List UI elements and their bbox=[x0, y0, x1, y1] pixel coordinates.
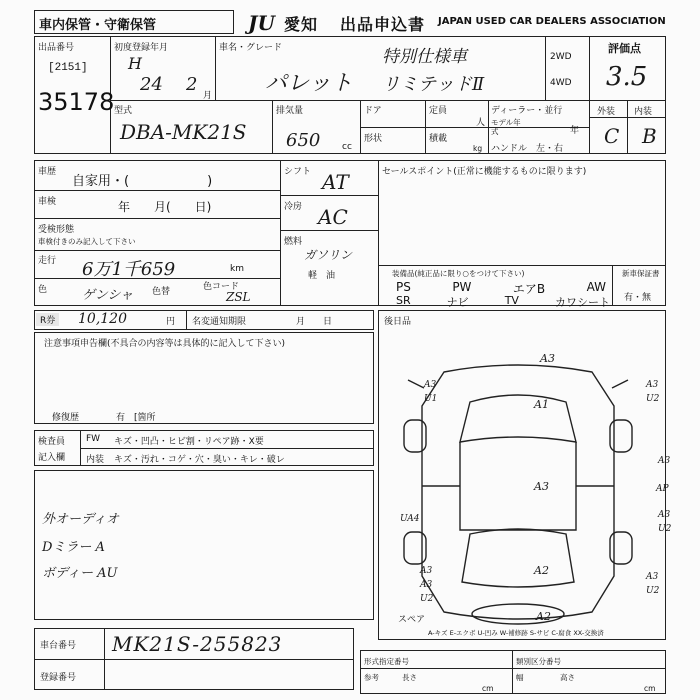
ac-value: AC bbox=[318, 205, 348, 229]
mark-rr-u2: U2 bbox=[646, 586, 660, 596]
registration-year: 24 bbox=[140, 74, 163, 95]
mark-r-a3: A3 bbox=[658, 456, 671, 466]
mark-rl2-a3: A3 bbox=[420, 580, 433, 590]
equip-seat: カワシート bbox=[554, 296, 610, 309]
remark-2: Dミラー A bbox=[42, 540, 105, 555]
r-ticket-value: 10,120 bbox=[78, 311, 127, 327]
drive-4wd: 4WD bbox=[550, 78, 572, 88]
shape-label: 形状 bbox=[364, 134, 383, 144]
registration-label: 初度登録年月 bbox=[114, 43, 169, 53]
displacement-unit: cc bbox=[342, 142, 352, 152]
model-name: パレット bbox=[265, 71, 353, 96]
mark-bumper-a2: A2 bbox=[536, 610, 551, 623]
model-grade-1: 特別仕様車 bbox=[382, 47, 467, 67]
mark-roof-a3: A3 bbox=[534, 480, 549, 493]
spare-label: スペア bbox=[398, 615, 426, 625]
inspection-value: 年 月( 日) bbox=[118, 200, 212, 214]
load-unit: kg bbox=[473, 144, 483, 153]
mileage-value: 6万1千659 bbox=[82, 259, 176, 280]
equipment-row-2 bbox=[396, 294, 610, 310]
mark-fl-u1: U1 bbox=[424, 394, 438, 404]
model-change-label: 形式指定番号 bbox=[364, 657, 409, 666]
grade-exterior-label: 外装 bbox=[597, 107, 616, 117]
mark-r2-a3: A3 bbox=[658, 510, 671, 520]
lot-number: 35178 bbox=[38, 88, 115, 116]
type-label: 型式 bbox=[114, 106, 133, 116]
grade-label: 評価点 bbox=[608, 42, 641, 55]
remark-3: ボディー AU bbox=[42, 566, 118, 581]
grade-score: 3.5 bbox=[606, 62, 648, 92]
remark-1: 外オーディオ bbox=[42, 512, 119, 527]
equip-navi: ナビ bbox=[446, 296, 469, 309]
color-label: 色 bbox=[38, 285, 48, 295]
warranty-label: 新車保証書 bbox=[622, 269, 660, 278]
handle-label: ハンドル 左・右 bbox=[491, 144, 564, 154]
r-ticket-label: R券 bbox=[36, 313, 59, 326]
due-value: 月 日 bbox=[296, 317, 333, 327]
height-label: 高さ bbox=[560, 673, 575, 682]
recv-note: 車検付きのみ記入して下さい bbox=[38, 237, 136, 246]
mark-fr-u2: U2 bbox=[646, 394, 660, 404]
color-code-label: 色コード bbox=[203, 282, 240, 292]
mark-front-a3: A3 bbox=[540, 352, 555, 365]
recv-label: 受検形態 bbox=[38, 225, 75, 235]
model-grade-2: リミテッドⅡ bbox=[382, 74, 485, 95]
drive-2wd: 2WD bbox=[550, 52, 572, 62]
history-value: 自家用・( ) bbox=[72, 174, 213, 189]
mark-r-ap: AP bbox=[656, 484, 669, 494]
inspector-label-1: 検査員 bbox=[38, 437, 66, 447]
inspection-label: 車検 bbox=[38, 197, 57, 207]
registration-era: H bbox=[128, 54, 142, 73]
grade-exterior: C bbox=[604, 124, 620, 148]
equip-tv: TV bbox=[504, 294, 519, 307]
fw-label: FW bbox=[86, 434, 101, 444]
mark-rr-a3: A3 bbox=[646, 572, 659, 582]
repair-value: 有 [箇所 bbox=[116, 413, 156, 423]
ac-label: 冷房 bbox=[284, 202, 303, 212]
type-value: DBA-MK21S bbox=[120, 120, 247, 144]
repaint-label: 色替 bbox=[152, 287, 171, 297]
dealer-label: ディーラー・並行 bbox=[491, 106, 563, 116]
damage-legend: A-キズ E-エクボ U-凹み W-補修跡 S-サビ C-腐食 XX-交換済 bbox=[428, 629, 604, 637]
grade-interior-label: 内装 bbox=[634, 107, 653, 117]
storage-tag-box bbox=[34, 10, 234, 34]
english-title: JAPAN USED CAR DEALERS ASSOCIATION bbox=[438, 16, 666, 27]
equipment-label: 装備品(純正品に限り○をつけて下さい) bbox=[392, 269, 525, 278]
grade-interior: B bbox=[642, 124, 657, 148]
mark-rear-a2: A2 bbox=[534, 564, 549, 577]
car-diagram bbox=[378, 310, 666, 640]
ju-logo: JU bbox=[248, 11, 275, 35]
mark-rl2-u2: U2 bbox=[420, 594, 434, 604]
fuel-label: 燃料 bbox=[284, 237, 303, 247]
mark-fl-a3: A3 bbox=[424, 380, 437, 390]
load-label: 積載 bbox=[429, 134, 448, 144]
history-label: 車歴 bbox=[38, 167, 57, 177]
equip-airbag: エアB bbox=[512, 282, 546, 296]
mark-l-ua4: UA4 bbox=[400, 514, 420, 524]
car-outline bbox=[404, 365, 632, 624]
cm-2: cm bbox=[644, 684, 656, 693]
mark-hood-a1: A1 bbox=[534, 398, 549, 411]
equip-aw: AW bbox=[586, 280, 606, 294]
mark-r2-u2: U2 bbox=[658, 524, 672, 534]
width-label: 幅 bbox=[516, 673, 524, 682]
lot-sub-number: [2151] bbox=[48, 62, 88, 74]
model-label: 車名・グレード bbox=[219, 43, 283, 53]
color-value: ゲンシャ bbox=[82, 288, 134, 303]
registration-number-label: 登録番号 bbox=[40, 673, 77, 683]
class-label: 類別区分番号 bbox=[516, 657, 561, 666]
interior-label: 内装 bbox=[86, 455, 105, 465]
equip-ps: PS bbox=[396, 280, 411, 294]
sales-point-label: セールスポイント(正常に機能するものに限ります) bbox=[382, 167, 587, 177]
notes-label: 注意事項申告欄(不具合の内容等は具体的に記入して下さい) bbox=[44, 339, 286, 349]
chassis-value: MK21S-255823 bbox=[112, 632, 283, 656]
registration-month: 2 bbox=[186, 74, 198, 95]
displacement-value: 650 bbox=[286, 130, 321, 151]
mileage-unit: km bbox=[230, 264, 244, 274]
model-year-unit: 年 bbox=[570, 126, 580, 136]
equip-pw: PW bbox=[452, 280, 472, 294]
model-year-label: モデル年式 bbox=[491, 118, 521, 136]
chassis-label: 車台番号 bbox=[40, 641, 77, 651]
r-ticket-yen: 円 bbox=[166, 317, 176, 327]
due-label: 名変通知期限 bbox=[192, 317, 247, 327]
lot-label: 出品番号 bbox=[38, 43, 75, 53]
shift-label: シフト bbox=[284, 167, 312, 177]
mark-fr-a3: A3 bbox=[646, 380, 659, 390]
mark-rl-a3: A3 bbox=[420, 566, 433, 576]
cm-1: cm bbox=[482, 684, 494, 693]
doors-label: ドア bbox=[364, 106, 382, 116]
length-label: 長さ bbox=[402, 673, 417, 682]
repair-label: 修復歴 bbox=[52, 413, 80, 423]
fw-items: キズ・凹凸・ヒビ割・リペア跡・X要 bbox=[114, 437, 264, 447]
mileage-label: 走行 bbox=[38, 256, 57, 266]
org-name: 愛知 bbox=[284, 15, 319, 34]
registration-month-unit: 月 bbox=[203, 91, 213, 101]
displacement-label: 排気量 bbox=[276, 106, 304, 116]
capacity-label: 定員 bbox=[429, 106, 448, 116]
inspector-label-2: 記入欄 bbox=[38, 453, 66, 463]
storage-tag: 車内保管・守衛保管 bbox=[39, 18, 157, 33]
form-title: 出品申込書 bbox=[340, 15, 426, 34]
interior-items: キズ・汚れ・コゲ・穴・臭い・キレ・破レ bbox=[114, 455, 285, 465]
capacity-unit: 人 bbox=[476, 118, 486, 128]
after-label: 後日品 bbox=[384, 317, 412, 327]
equip-sr: SR bbox=[396, 294, 411, 307]
fuel-value: ガソリン bbox=[304, 248, 353, 262]
shift-value: AT bbox=[322, 170, 349, 194]
color-code-value: ZSL bbox=[226, 290, 251, 304]
reference-label: 参考 bbox=[364, 673, 379, 682]
fuel-alt: 軽 油 bbox=[308, 271, 336, 281]
warranty-value: 有・無 bbox=[624, 293, 652, 303]
